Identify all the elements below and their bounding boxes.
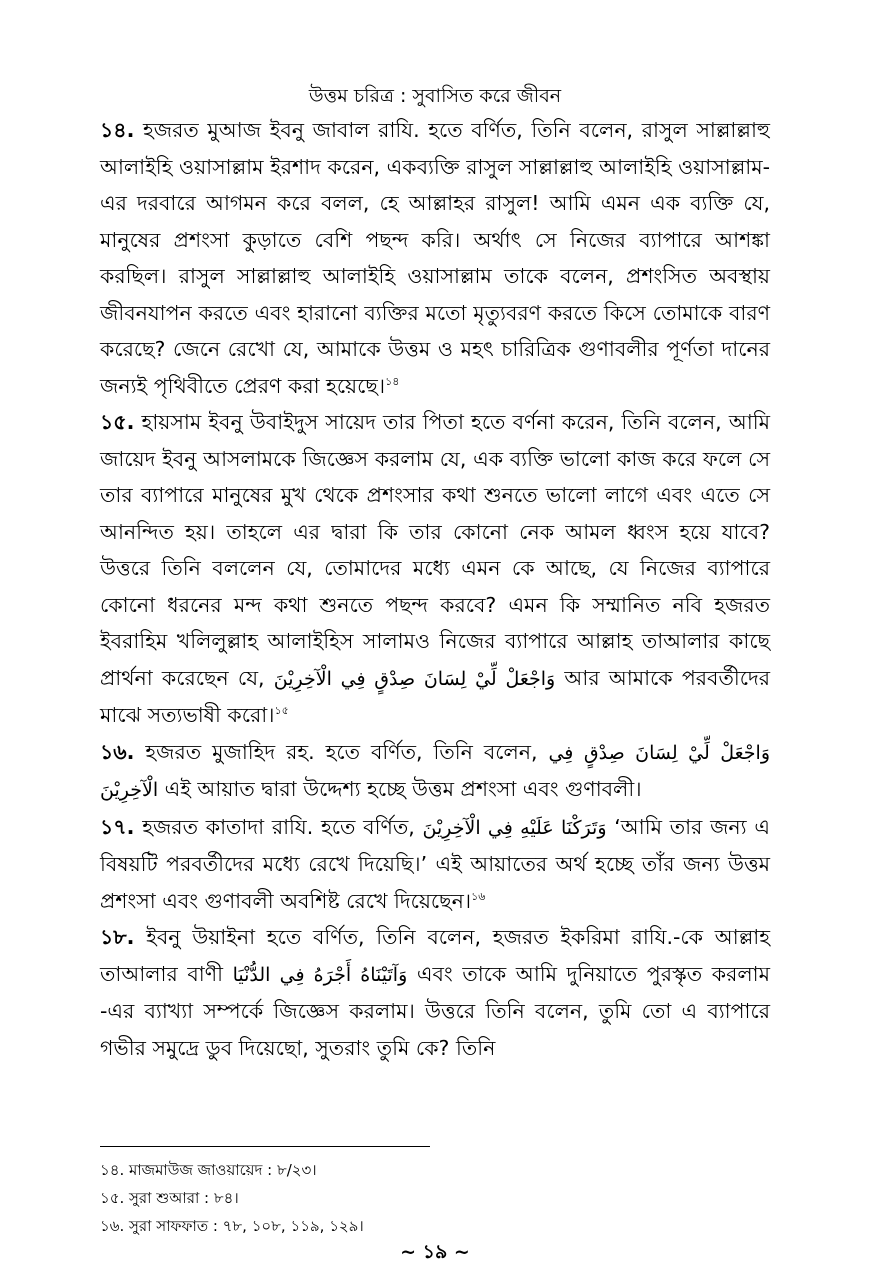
arabic-verse: وَاجْعَلْ لِّيْ لِسَانَ صِدْقٍ فِي الْآخِرِيْنَ	[273, 667, 556, 690]
page-number: ~ ১৯ ~	[400, 1241, 470, 1263]
footnote-ref: ১৪	[385, 374, 400, 388]
paragraph-16	[100, 734, 770, 809]
footnote-ref: ১৬	[471, 889, 486, 903]
arabic-verse: وَآتَيْنَاهُ أَجْرَهُ فِي الدُّنْيَا	[232, 963, 408, 986]
paragraph-text-continued: এবং তাকে আমি দুনিয়াতে পুরস্কৃত করলাম -এর ব্যাখ্যা সম্পর্কে জিজ্ঞেস করলাম। উত্তরে তিনি বলেন, তুমি তো এ ব্যাপারে গভীর সমুদ্রে ডুব দিয়েছো, সুতরাং তুমি কে? তিনি	[100, 961, 770, 1060]
footnotes	[100, 1156, 770, 1240]
paragraph-15	[100, 404, 770, 734]
footnote-divider	[100, 1146, 430, 1147]
paragraph-18	[100, 919, 770, 1066]
paragraph-text-continued: ‘আমি তার জন্য এ বিষয়টি পরবর্তীদের মধ্যে রেখে দিয়েছি।’ এই আয়াতের অর্থ হচ্ছে তাঁর জন্য উত্তম প্রশংসা এবং গুণাবলী অবশিষ্ট রেখে দিয়েছেন।	[100, 814, 770, 913]
paragraph-17	[100, 809, 770, 920]
running-header: উত্তম চরিত্র : সুবাসিত করে জীবন	[308, 85, 562, 107]
paragraph-text: ইবনু উয়াইনা হতে বর্ণিত, তিনি বলেন, হজরত ইকরিমা রাযি.-কে আল্লাহ তাআলার বাণী	[100, 925, 770, 986]
arabic-verse: وَاجْعَلْ لِّيْ لِسَانَ صِدْقٍ فِي الْآخِرِيْنَ	[100, 741, 770, 801]
paragraph-number: ১৬.	[100, 739, 135, 764]
arabic-verse: وَتَرَكْنَا عَلَيْهِ فِي الْآخِرِيْنَ	[422, 816, 607, 839]
paragraph-number: ১৮.	[100, 925, 135, 949]
paragraph-number: ১৪.	[100, 118, 135, 142]
paragraph-14	[100, 112, 770, 404]
footnote-item: ১৪. মাজমাউজ জাওয়ায়েদ : ৮/২৩।	[100, 1161, 317, 1179]
page-body	[100, 112, 770, 1066]
paragraph-text: হজরত মুআজ ইবনু জাবাল রাযি. হতে বর্ণিত, তিনি বলেন, রাসুল সাল্লাল্লাহু আলাইহি ওয়াসাল্লাম ইরশাদ করেন, একব্যক্তি রাসুল সাল্লাল্লাহু আলাইহি ওয়াসাল্লাম-এর দরবারে আগমন করে বলল, হে আল্লাহর রাসুল! আমি এমন এক ব্যক্তি যে, মানুষের প্রশংসা কুড়াতে বেশি পছন্দ করি। অর্থাৎ সে নিজের ব্যাপারে আশঙ্কা করছিল। রাসুল সাল্লাল্লাহু আলাইহি ওয়াসাল্লাম তাকে বলেন, প্রশংসিত অবস্থায় জীবনযাপন করতে এবং হারানো ব্যক্তির মতো মৃত্যুবরণ করতে কিসে তোমাকে বারণ করেছে? জেনে রেখো যে, আমাকে উত্তম ও মহৎ চারিত্রিক গুণাবলীর পূর্ণতা দানের জন্যই পৃথিবীতে প্রেরণ করা হয়েছে।	[100, 118, 770, 398]
paragraph-text-continued: আর আমাকে পরবর্তীদের মাঝে সত্যভাষী করো।	[100, 665, 770, 727]
paragraph-text: হায়সাম ইবনু উবাইদুস সায়েদ তার পিতা হতে বর্ণনা করেন, তিনি বলেন, আমি জায়েদ ইবনু আসলামকে জিজ্ঞেস করলাম যে, এক ব্যক্তি ভালো কাজ করে ফলে সে তার ব্যাপারে মানুষের মুখ থেকে প্রশংসার কথা শুনতে ভালো লাগে এবং এতে সে আনন্দিত হয়। তাহলে এর দ্বারা কি তার কোনো নেক আমল ধ্বংস হয়ে যাবে? উত্তরে তিনি বললেন যে, তোমাদের মধ্যে এমন কে আছে, যে নিজের ব্যাপারে কোনো ধরনের মন্দ কথা শুনতে পছন্দ করবে? এমন কি সম্মানিত নবি হজরত ইবরাহিম খলিলুল্লাহ আলাইহিস সালামও নিজের ব্যাপারে আল্লাহ তাআলার কাছে প্রার্থনা করেছেন যে,	[100, 410, 770, 690]
paragraph-text: হজরত কাতাদা রাযি. হতে বর্ণিত,	[134, 814, 423, 839]
footnote-item: ১৬. সুরা সাফফাত : ৭৮, ১০৮, ১১৯, ১২৯।	[100, 1217, 364, 1235]
paragraph-number: ১৫.	[100, 410, 135, 434]
paragraph-number: ১৭.	[100, 814, 135, 839]
paragraph-text-continued: এই আয়াত দ্বারা উদ্দেশ্য হচ্ছে উত্তম প্রশংসা এবং গুণাবলী।	[158, 777, 642, 801]
footnote-item: ১৫. সুরা শুআরা : ৮৪।	[100, 1189, 239, 1207]
footnote-ref: ১৫	[274, 704, 289, 718]
book-page	[100, 0, 770, 1271]
paragraph-text: হজরত মুজাহিদ রহ. হতে বর্ণিত, তিনি বলেন,	[134, 739, 549, 764]
